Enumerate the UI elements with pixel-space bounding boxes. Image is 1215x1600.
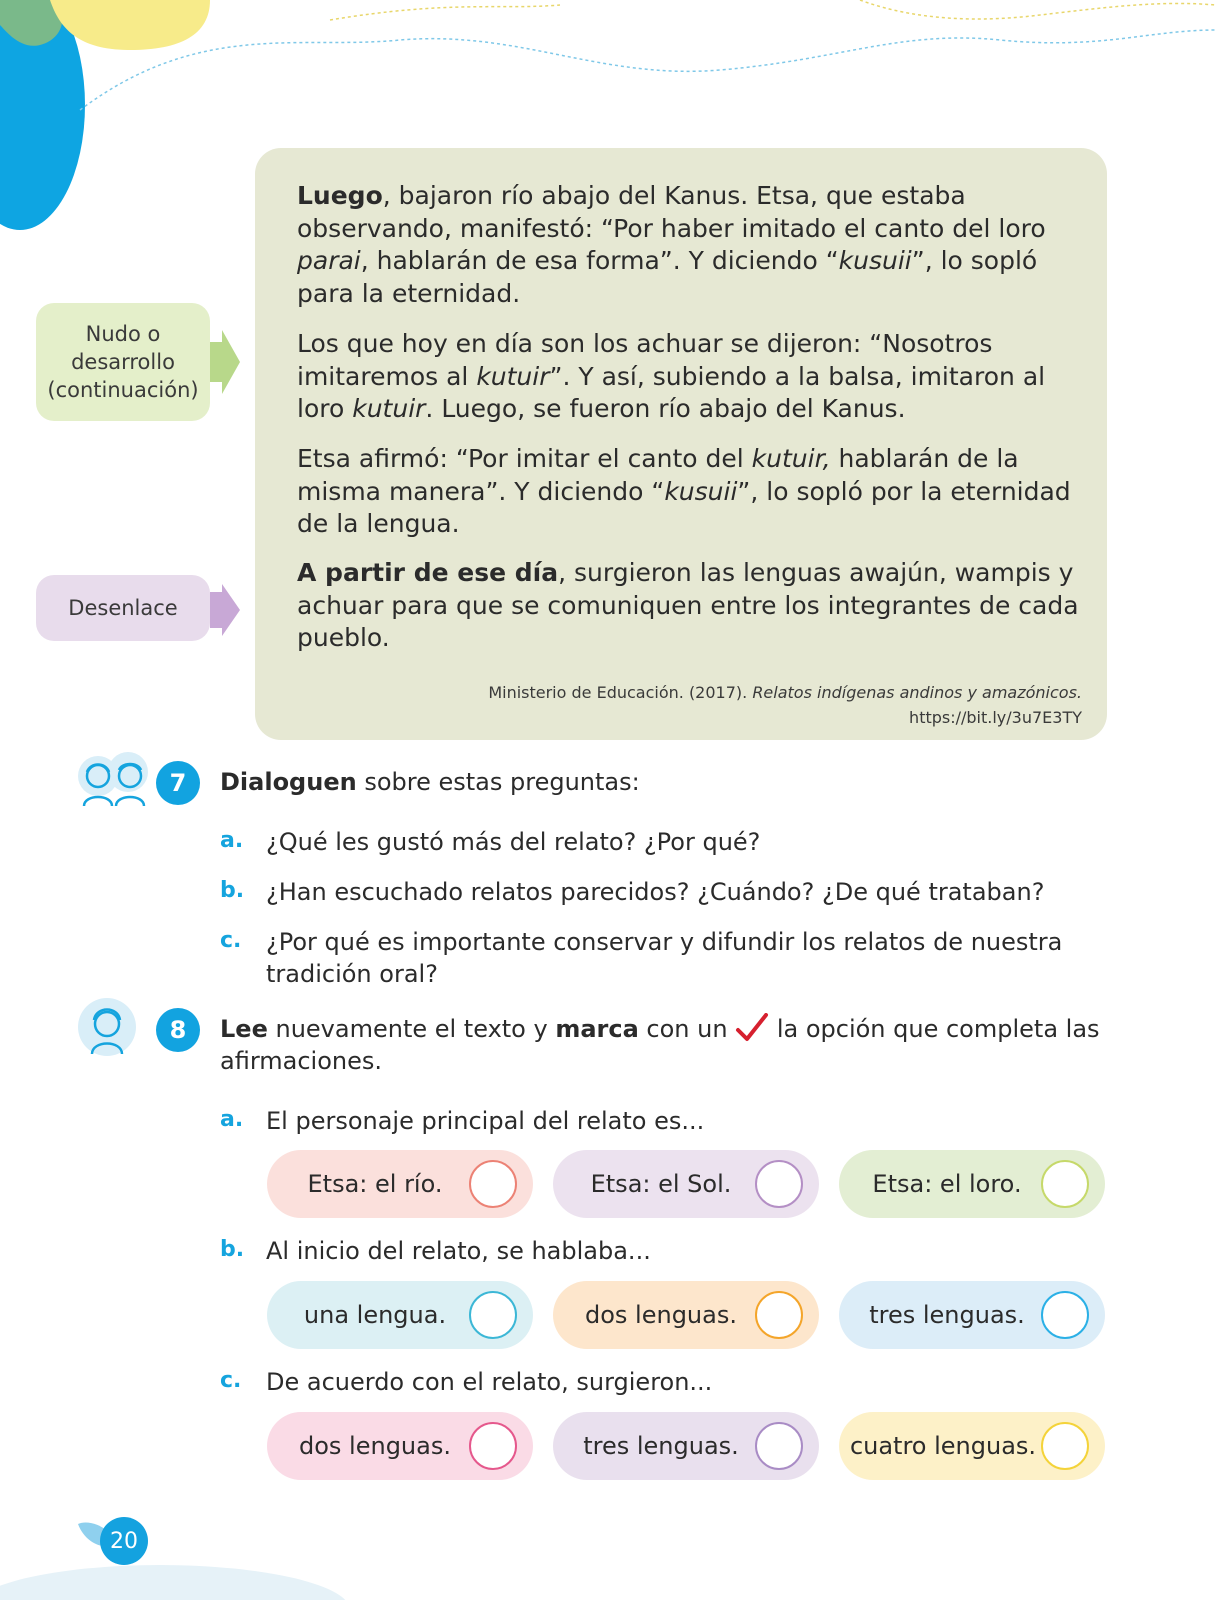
option-circle[interactable] <box>1041 1291 1089 1339</box>
option-circle[interactable] <box>469 1160 517 1208</box>
label-nudo: Nudo o desarrollo (continuación) <box>36 303 210 421</box>
option[interactable]: cuatro lenguas. <box>839 1412 1105 1480</box>
option[interactable]: dos lenguas. <box>553 1281 819 1349</box>
story-paragraph-2: Los que hoy en día son los achuar se dijeron: “Nosotros imitaremos al kutuir”. Y así, subiendo a la balsa, imitaron al loro kutuir. Luego, se fueron río abajo del Kanus. <box>297 329 1046 423</box>
question-text: ¿Por qué es importante conservar y difundir los relatos de nuestra tradición oral? <box>266 928 1063 988</box>
question-text: El personaje principal del relato es... <box>266 1107 705 1135</box>
story-paragraph-3: Etsa afirmó: “Por imitar el canto del kutuir, hablarán de la misma manera”. Y diciendo “kusuii”, lo sopló por la eternidad de la lengua. <box>297 444 1071 538</box>
page-number: 20 <box>100 1517 148 1565</box>
option[interactable]: tres lenguas. <box>553 1412 819 1480</box>
question-letter: a. <box>220 1107 244 1132</box>
question-letter: c. <box>220 928 242 953</box>
question-letter: b. <box>220 878 245 903</box>
option-circle[interactable] <box>1041 1160 1089 1208</box>
option[interactable]: dos lenguas. <box>267 1412 533 1480</box>
activity-number-7: 7 <box>156 761 200 805</box>
option-circle[interactable] <box>469 1291 517 1339</box>
option[interactable]: Etsa: el loro. <box>839 1150 1105 1218</box>
student-icon <box>76 996 138 1058</box>
question-letter: a. <box>220 828 244 853</box>
option-circle[interactable] <box>755 1422 803 1470</box>
story-source: Ministerio de Educación. (2017). Relatos indígenas andinos y amazónicos. https://bit.ly/3u7E3TY <box>488 680 1082 730</box>
activity8-instruction: Lee nuevamente el texto y marca con un la opción que completa las afirmaciones. <box>220 1015 1100 1075</box>
question-letter: b. <box>220 1237 245 1262</box>
option[interactable]: una lengua. <box>267 1281 533 1349</box>
activity-number-8: 8 <box>156 1008 200 1052</box>
checkmark-icon <box>735 1013 769 1043</box>
option-circle[interactable] <box>755 1160 803 1208</box>
question-text: De acuerdo con el relato, surgieron... <box>266 1368 713 1396</box>
question-text: ¿Qué les gustó más del relato? ¿Por qué? <box>266 828 761 856</box>
question-text: ¿Han escuchado relatos parecidos? ¿Cuándo? ¿De qué trataban? <box>266 878 1045 906</box>
option-circle[interactable] <box>469 1422 517 1470</box>
pair-students-icon <box>76 750 154 810</box>
source-url: https://bit.ly/3u7E3TY <box>909 708 1082 727</box>
question-letter: c. <box>220 1368 242 1393</box>
story-paragraph-4: A partir de ese día, surgieron las lenguas awajún, wampis y achuar para que se comuniquen entre los integrantes de cada pueblo. <box>297 558 1079 652</box>
option[interactable]: Etsa: el Sol. <box>553 1150 819 1218</box>
option[interactable]: Etsa: el río. <box>267 1150 533 1218</box>
story-paragraph-1: Luego, bajaron río abajo del Kanus. Etsa, que estaba observando, manifestó: “Por haber imitado el canto del loro parai, hablarán de esa forma”. Y diciendo “kusuii”, lo sopló para la eternidad. <box>297 181 1046 308</box>
option-circle[interactable] <box>755 1291 803 1339</box>
question-text: Al inicio del relato, se hablaba... <box>266 1237 651 1265</box>
activity7-instruction: Dialoguen sobre estas preguntas: <box>220 768 640 796</box>
option[interactable]: tres lenguas. <box>839 1281 1105 1349</box>
label-desenlace: Desenlace <box>36 575 210 641</box>
option-circle[interactable] <box>1041 1422 1089 1470</box>
